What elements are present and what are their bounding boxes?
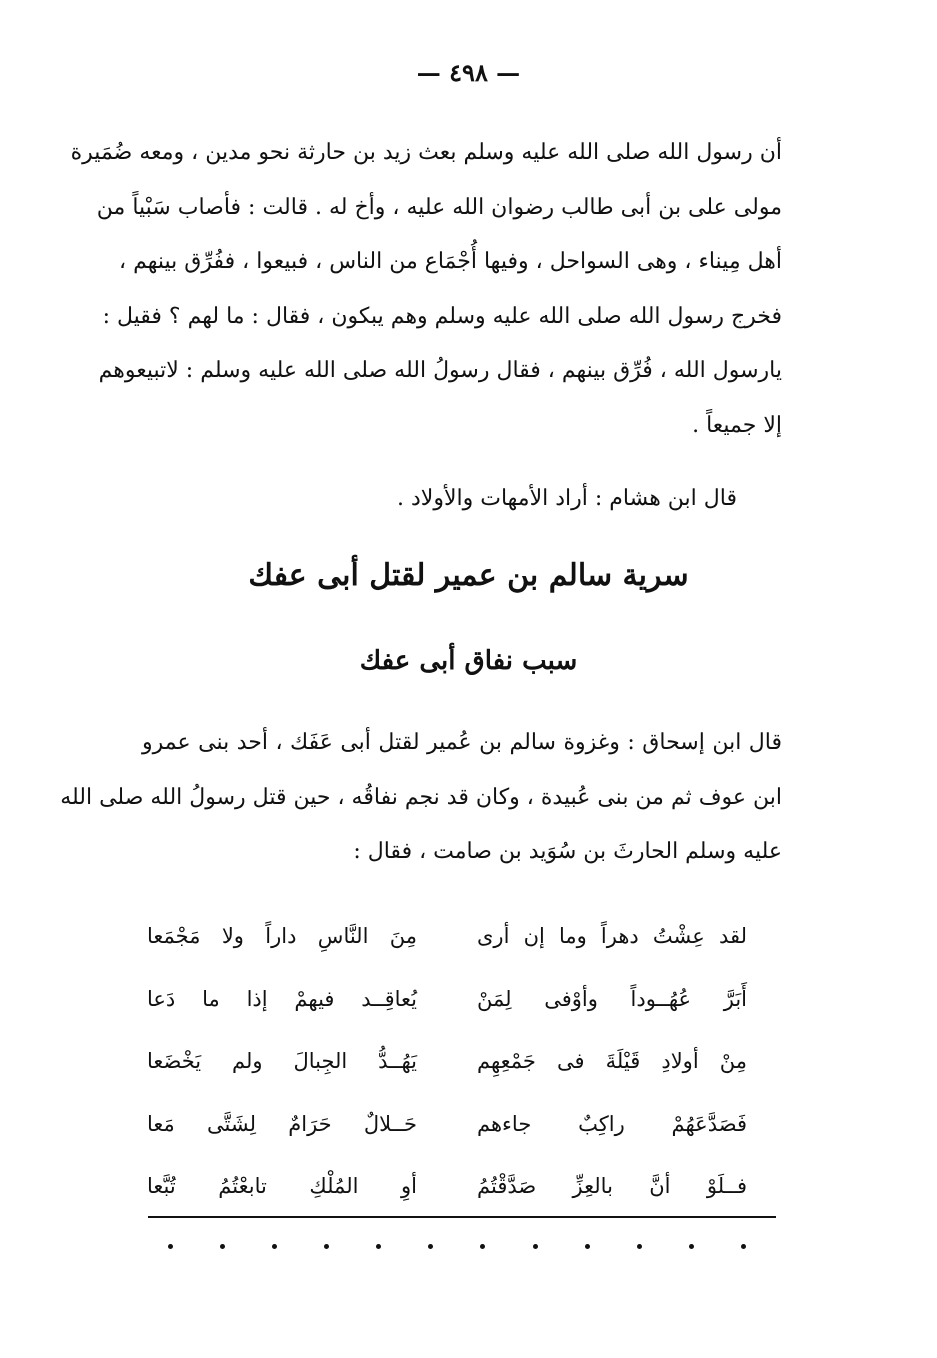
dot <box>533 1244 538 1249</box>
dot <box>428 1244 433 1249</box>
paragraph-2 <box>137 472 737 527</box>
hemistich-first: فــلَوْ أنَّ بالعِزِّ صَدَّقْتُمُ <box>477 1174 747 1198</box>
footnote-dots <box>168 1240 746 1252</box>
hemistich-first: فَصَدَّعَهُمْ راكِبٌ جاءهم <box>477 1111 747 1136</box>
text-line: قال ابن هشام : أراد الأمهات والأولاد . <box>397 486 737 511</box>
poem-verse <box>147 1030 747 1093</box>
poem-verse <box>147 905 747 968</box>
text-line: فخرج رسول الله صلى الله عليه وسلم وهم يبكون ، فقال : ما لهم ؟ فقيل : <box>102 303 782 329</box>
text-line: ابن عوف ثم من بنى عُبيدة ، وكان قد نجم نفاقُه ، حين قتل رسولُ الله صلى الله <box>60 784 782 810</box>
text-line: إلا جميعاً . <box>692 412 782 438</box>
poem-verse <box>147 968 747 1031</box>
hemistich-second: حَــلالٌ حَرَامٌ لِشَتَّى مَعا <box>147 1111 417 1136</box>
hemistich-second: يُعاقِــد فيهمْ إذا ما دَعا <box>147 986 417 1011</box>
text-line: عليه وسلم الحارثَ بن سُوَيد بن صامت ، فقال : <box>353 839 782 864</box>
hemistich-first: لقد عِشْتُ دهراً وما إن أرى <box>477 924 747 948</box>
dot <box>585 1244 590 1249</box>
paragraph-1 <box>70 126 782 453</box>
dot <box>376 1244 381 1249</box>
dot <box>272 1244 277 1249</box>
dot <box>324 1244 329 1249</box>
poem-verse <box>147 1155 747 1218</box>
footer-rule <box>148 1216 776 1218</box>
section-subheading: سبب نفاق أبى عفك <box>359 646 578 676</box>
text-line: يارسول الله ، فُرِّق بينهم ، فقال رسولُ الله صلى الله عليه وسلم : لاتبيعوهم <box>98 358 782 383</box>
hemistich-second: يَهُــدُّ الجِبالَ ولم يَخْضَعا <box>147 1049 417 1073</box>
text-line: مولى على بن أبى طالب رضوان الله عليه ، وأخ له . قالت : فأصاب سَبْياً من <box>96 194 782 220</box>
section-heading: سرية سالم بن عمير لقتل أبى عفك <box>248 558 689 593</box>
hemistich-first: أَبَرَّ عُهُــوداً وأوْفى لِمَنْ <box>477 986 747 1011</box>
poem-verse <box>147 1093 747 1156</box>
text-line: قال ابن إسحاق : وغزوة سالم بن عُمير لقتل أبى عَفَك ، أحد بنى عمرو <box>142 730 782 755</box>
hemistich-second: مِنَ النَّاسِ داراً ولا مَجْمَعا <box>147 924 417 948</box>
hemistich-second: أوِ المُلْكِ تابعْتُمُ تُبَّعا <box>147 1174 417 1198</box>
dot <box>637 1244 642 1249</box>
text-line: أن رسول الله صلى الله عليه وسلم بعث زيد بن حارثة نحو مدين ، ومعه ضُمَيرة <box>70 140 782 165</box>
page-number: — ٤٩٨ — <box>416 58 521 87</box>
dot <box>741 1244 746 1249</box>
dot <box>220 1244 225 1249</box>
dot <box>168 1244 173 1249</box>
text-line: أهل مِيناء ، وهى السواحل ، وفيها أُجْمَاع من الناس ، فبيعوا ، ففُرِّق بينهم ، <box>119 249 782 274</box>
poem <box>147 905 747 1218</box>
paragraph-3 <box>60 716 782 880</box>
dot <box>480 1244 485 1249</box>
hemistich-first: مِنْ أولادِ قَيْلَةَ فى جَمْعِهِم <box>477 1049 747 1073</box>
dot <box>689 1244 694 1249</box>
